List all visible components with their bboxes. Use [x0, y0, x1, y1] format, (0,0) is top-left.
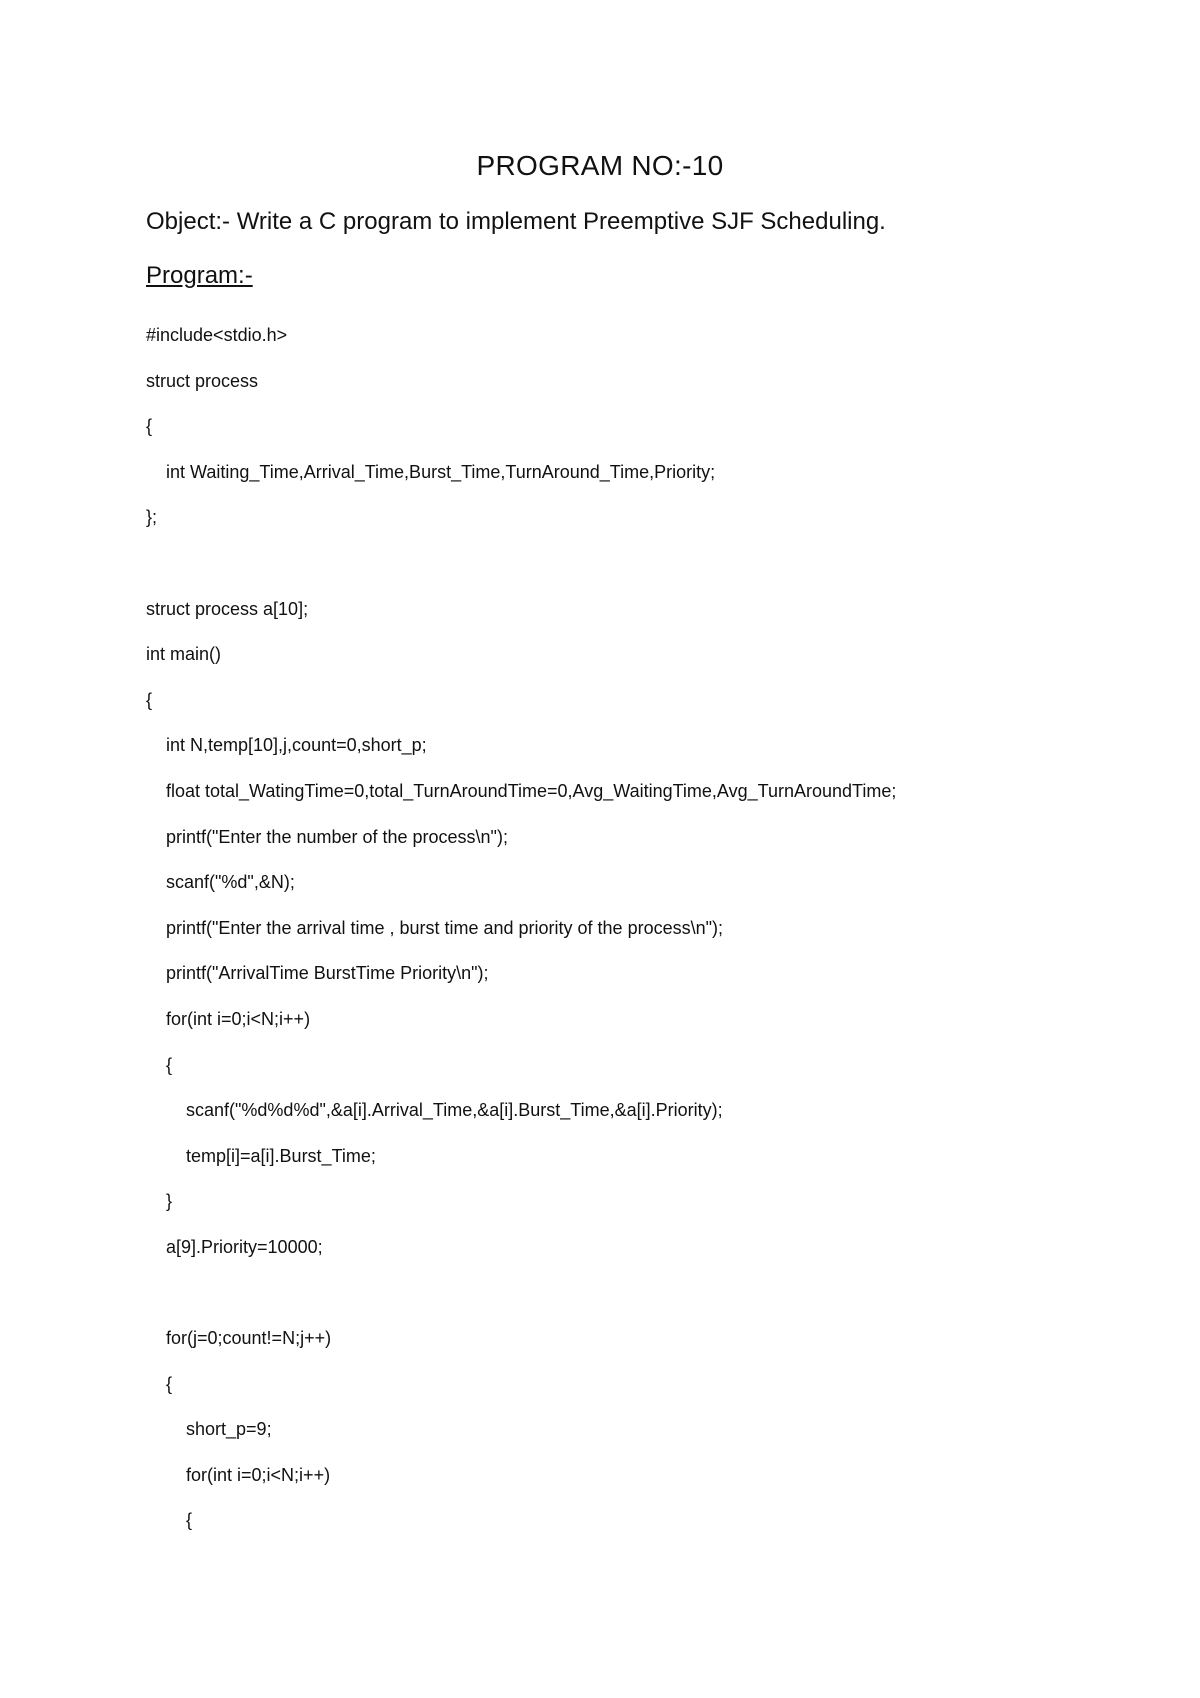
code-line: for(int i=0;i<N;i++) — [146, 1008, 311, 1029]
code-line: }; — [146, 507, 158, 528]
code-line: scanf("%d",&N); — [146, 872, 295, 893]
code-line: for(int i=0;i<N;i++) — [146, 1464, 331, 1485]
program-label: Program:- — [146, 262, 253, 289]
code-line: int main() — [146, 644, 222, 665]
code-line: struct process — [146, 370, 259, 391]
code-line: int Waiting_Time,Arrival_Time,Burst_Time,TurnAround_Time,Priority; — [146, 461, 716, 482]
code-line: } — [146, 1191, 173, 1212]
code-line: scanf("%d%d%d",&a[i].Arrival_Time,&a[i].Burst_Time,&a[i].Priority); — [146, 1100, 723, 1121]
program-title: PROGRAM NO:-10 — [476, 150, 724, 181]
code-line: a[9].Priority=10000; — [146, 1236, 323, 1257]
code-line — [146, 541, 1146, 587]
code-listing — [146, 313, 1146, 1544]
code-line: printf("Enter the arrival time , burst time and priority of the process\n"); — [146, 917, 723, 938]
code-line: { — [146, 1054, 173, 1075]
code-line: printf("ArrivalTime BurstTime Priority\n"); — [146, 963, 489, 984]
code-line: struct process a[10]; — [146, 598, 309, 619]
code-line: { — [146, 416, 153, 437]
code-line: float total_WatingTime=0,total_TurnAroundTime=0,Avg_WaitingTime,Avg_TurnAroundTime; — [146, 780, 897, 801]
code-line: temp[i]=a[i].Burst_Time; — [146, 1145, 376, 1166]
code-line: short_p=9; — [146, 1419, 272, 1440]
code-line: { — [146, 1373, 173, 1394]
code-line: { — [146, 1510, 193, 1531]
code-line: int N,temp[10],j,count=0,short_p; — [146, 735, 427, 756]
code-line: { — [146, 689, 153, 710]
code-line — [146, 1270, 1146, 1316]
code-line: printf("Enter the number of the process\n"); — [146, 826, 508, 847]
code-line: for(j=0;count!=N;j++) — [146, 1328, 332, 1349]
code-line: #include<stdio.h> — [146, 325, 288, 345]
object-statement: Object:- Write a C program to implement Preemptive SJF Scheduling. — [146, 208, 886, 235]
